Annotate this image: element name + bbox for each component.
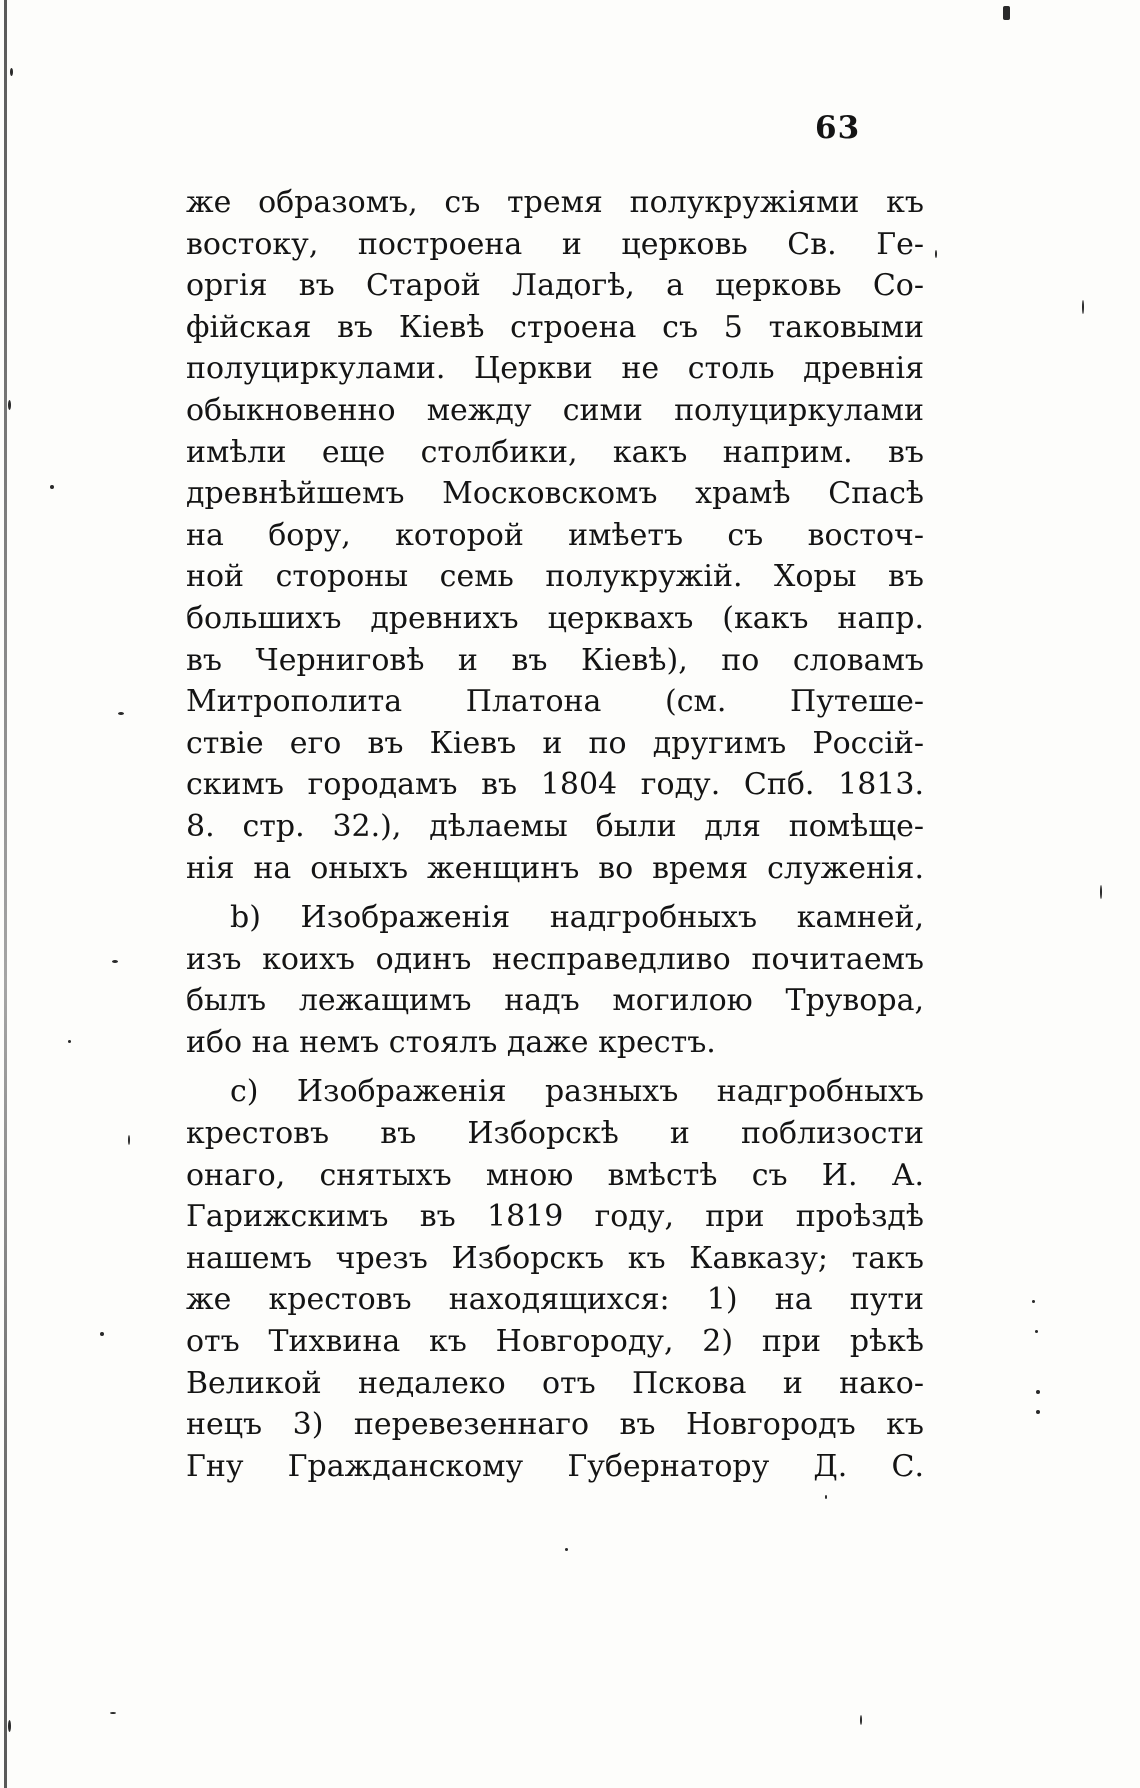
text-line: нецъ 3) перевезеннаго въ Новгородъ къ [186, 1407, 924, 1443]
text-line: востоку, построена и церковь Св. Ге- [186, 226, 924, 262]
page-number: 63 [815, 110, 861, 146]
text-line: въ Черниговѣ и въ Кіевѣ), по словамъ [186, 642, 924, 678]
ink-speck [10, 68, 13, 76]
text-line: ибо на немъ стоялъ даже крестъ. [186, 1024, 716, 1060]
text-line: крестовъ въ Изборскѣ и поблизости [186, 1116, 924, 1152]
text-line: b) Изображенія надгробныхъ камней, [230, 900, 924, 936]
text-line: оргія въ Старой Ладогѣ, а церковь Со- [186, 268, 924, 304]
text-line: нія на оныхъ женщинъ во время служенія. [186, 850, 924, 886]
text-line: же образомъ, съ тремя полукружіями къ [186, 185, 924, 220]
text-line: древнѣйшемъ Московскомъ храмѣ Спасѣ [186, 476, 924, 512]
text-line: полуциркулами. Церкви не столь древнія [186, 351, 924, 387]
text-line: ной стороны семь полукружій. Хоры въ [186, 559, 924, 595]
ink-speck [935, 250, 937, 258]
paragraph-3 [186, 1071, 924, 1487]
ink-speck [1036, 1390, 1040, 1394]
text-line: фійская въ Кіевѣ строена съ 5 таковыми [186, 309, 924, 345]
text-line: Гарижскимъ въ 1819 году, при проѣздѣ [186, 1199, 924, 1235]
text-line: имѣли еще столбики, какъ наприм. въ [186, 434, 924, 470]
paragraph-gap [186, 889, 924, 897]
text-line: большихъ древнихъ церквахъ (какъ напр. [186, 600, 924, 636]
ink-speck [112, 960, 118, 963]
ink-speck [860, 1715, 862, 1725]
ink-speck [100, 1332, 104, 1336]
text-line: 8. стр. 32.), дѣлаемы были для помѣще- [186, 808, 924, 844]
ink-speck [128, 1135, 130, 1145]
ink-speck [1100, 885, 1102, 899]
paragraph-2 [186, 897, 924, 1063]
paragraph-gap [186, 1063, 924, 1071]
text-line: Митрополита Платона (см. Путеше- [186, 684, 924, 720]
text-line: же крестовъ находящихся: 1) на пути [186, 1282, 924, 1318]
text-line: отъ Тихвина къ Новгороду, 2) при рѣкѣ [186, 1324, 924, 1360]
text-line: скимъ городамъ въ 1804 году. Спб. 1813. [186, 767, 924, 803]
ink-speck [110, 1712, 116, 1714]
text-line: ствіе его въ Кіевъ и по другимъ Россій- [186, 725, 924, 761]
ink-speck [1003, 6, 1010, 20]
ink-speck [565, 1548, 568, 1551]
ink-speck [1032, 1300, 1035, 1303]
ink-speck [50, 485, 54, 489]
text-line: изъ коихъ одинъ несправедливо почитаемъ [186, 941, 924, 977]
text-line: c) Изображенія разныхъ надгробныхъ [230, 1074, 924, 1110]
ink-speck [1082, 300, 1084, 314]
text-line: Великой недалеко отъ Пскова и нако- [186, 1365, 924, 1401]
text-line: Гну Гражданскому Губернатору Д. С. [186, 1448, 924, 1484]
ink-speck [825, 1495, 827, 1499]
ink-speck [118, 712, 124, 715]
text-line: на бору, которой имѣетъ съ восточ- [186, 517, 924, 553]
ink-speck [8, 400, 11, 410]
ink-speck [1035, 1330, 1038, 1333]
ink-speck [8, 1720, 11, 1732]
text-line: былъ лежащимъ надъ могилою Трувора, [186, 983, 924, 1019]
body-text [186, 182, 924, 1487]
ink-speck [1036, 1410, 1040, 1414]
page-edge-shadow [4, 0, 7, 1788]
text-line: нашемъ чрезъ Изборскъ къ Кавказу; такъ [186, 1240, 924, 1276]
ink-speck [68, 1040, 71, 1043]
paragraph-1 [186, 182, 924, 889]
text-line: обыкновенно между сими полуциркулами [186, 392, 924, 428]
text-line: онаго, снятыхъ мною вмѣстѣ съ И. А. [186, 1157, 924, 1193]
